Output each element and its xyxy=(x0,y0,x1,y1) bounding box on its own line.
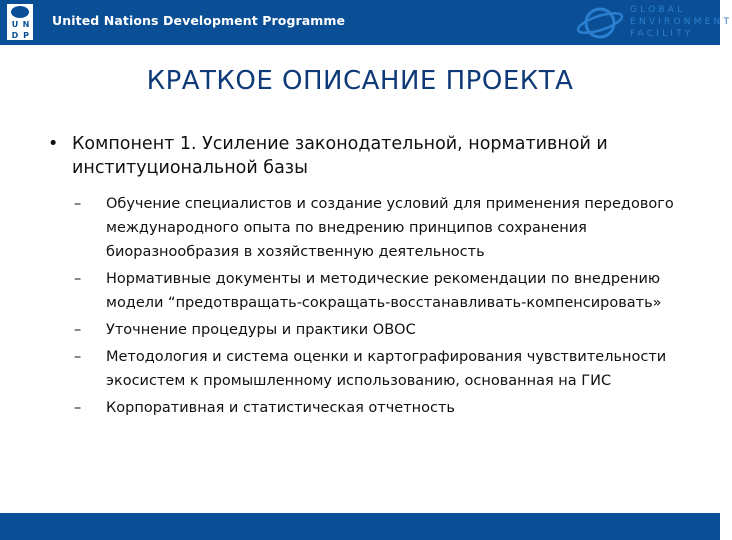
undp-logo-letter: D xyxy=(11,31,19,40)
sub-bullet-item xyxy=(74,318,688,342)
sub-bullet-item xyxy=(74,267,688,315)
dash-icon: – xyxy=(74,400,82,416)
sub-bullet-text: Методология и система оценки и картографирования чувствительности экосистем к промышленному использованию, основанная на ГИС xyxy=(106,349,667,389)
dash-icon: – xyxy=(74,322,82,338)
un-emblem-icon xyxy=(11,6,29,18)
gef-line: GLOBAL xyxy=(630,5,686,15)
gef-line: ENVIRONMENT xyxy=(630,17,732,27)
main-bullet xyxy=(48,132,688,180)
undp-logo-letter: N xyxy=(22,20,30,29)
slide-title: КРАТКОЕ ОПИСАНИЕ ПРОЕКТА xyxy=(146,66,574,96)
undp-logo-letter: U xyxy=(11,20,19,29)
sub-bullet-item xyxy=(74,192,688,264)
globe-icon xyxy=(576,3,628,43)
undp-logo xyxy=(6,3,34,41)
gef-wordmark xyxy=(630,4,732,40)
undp-logo-letter: P xyxy=(23,31,29,40)
sub-bullet-text: Обучение специалистов и создание условий для применения передового международного опыта по внедрению принципов сохранения биоразнообразия в хозяйственную деятельность xyxy=(106,196,674,260)
sub-bullet-item xyxy=(74,345,688,393)
dash-icon: – xyxy=(74,196,82,212)
gef-line: FACILITY xyxy=(630,29,694,39)
sub-bullet-list xyxy=(48,192,688,420)
slide-content xyxy=(48,132,688,423)
sub-bullet-text: Нормативные документы и методические рекомендации по внедрению модели “предотвращать-сокращать-восстанавливать-компенсировать» xyxy=(106,271,662,311)
main-bullet-text: Компонент 1. Усиление законодательной, нормативной и институциональной базы xyxy=(72,134,608,178)
organization-name: United Nations Development Programme xyxy=(52,13,346,28)
dash-icon: – xyxy=(74,271,82,287)
sub-bullet-item xyxy=(74,396,688,420)
sub-bullet-text: Корпоративная и статистическая отчетность xyxy=(106,400,455,416)
bullet-icon: • xyxy=(48,134,59,154)
sub-bullet-text: Уточнение процедуры и практики ОВОС xyxy=(106,322,416,338)
dash-icon: – xyxy=(74,349,82,365)
footer-band xyxy=(0,513,720,540)
gef-logo xyxy=(576,3,732,43)
